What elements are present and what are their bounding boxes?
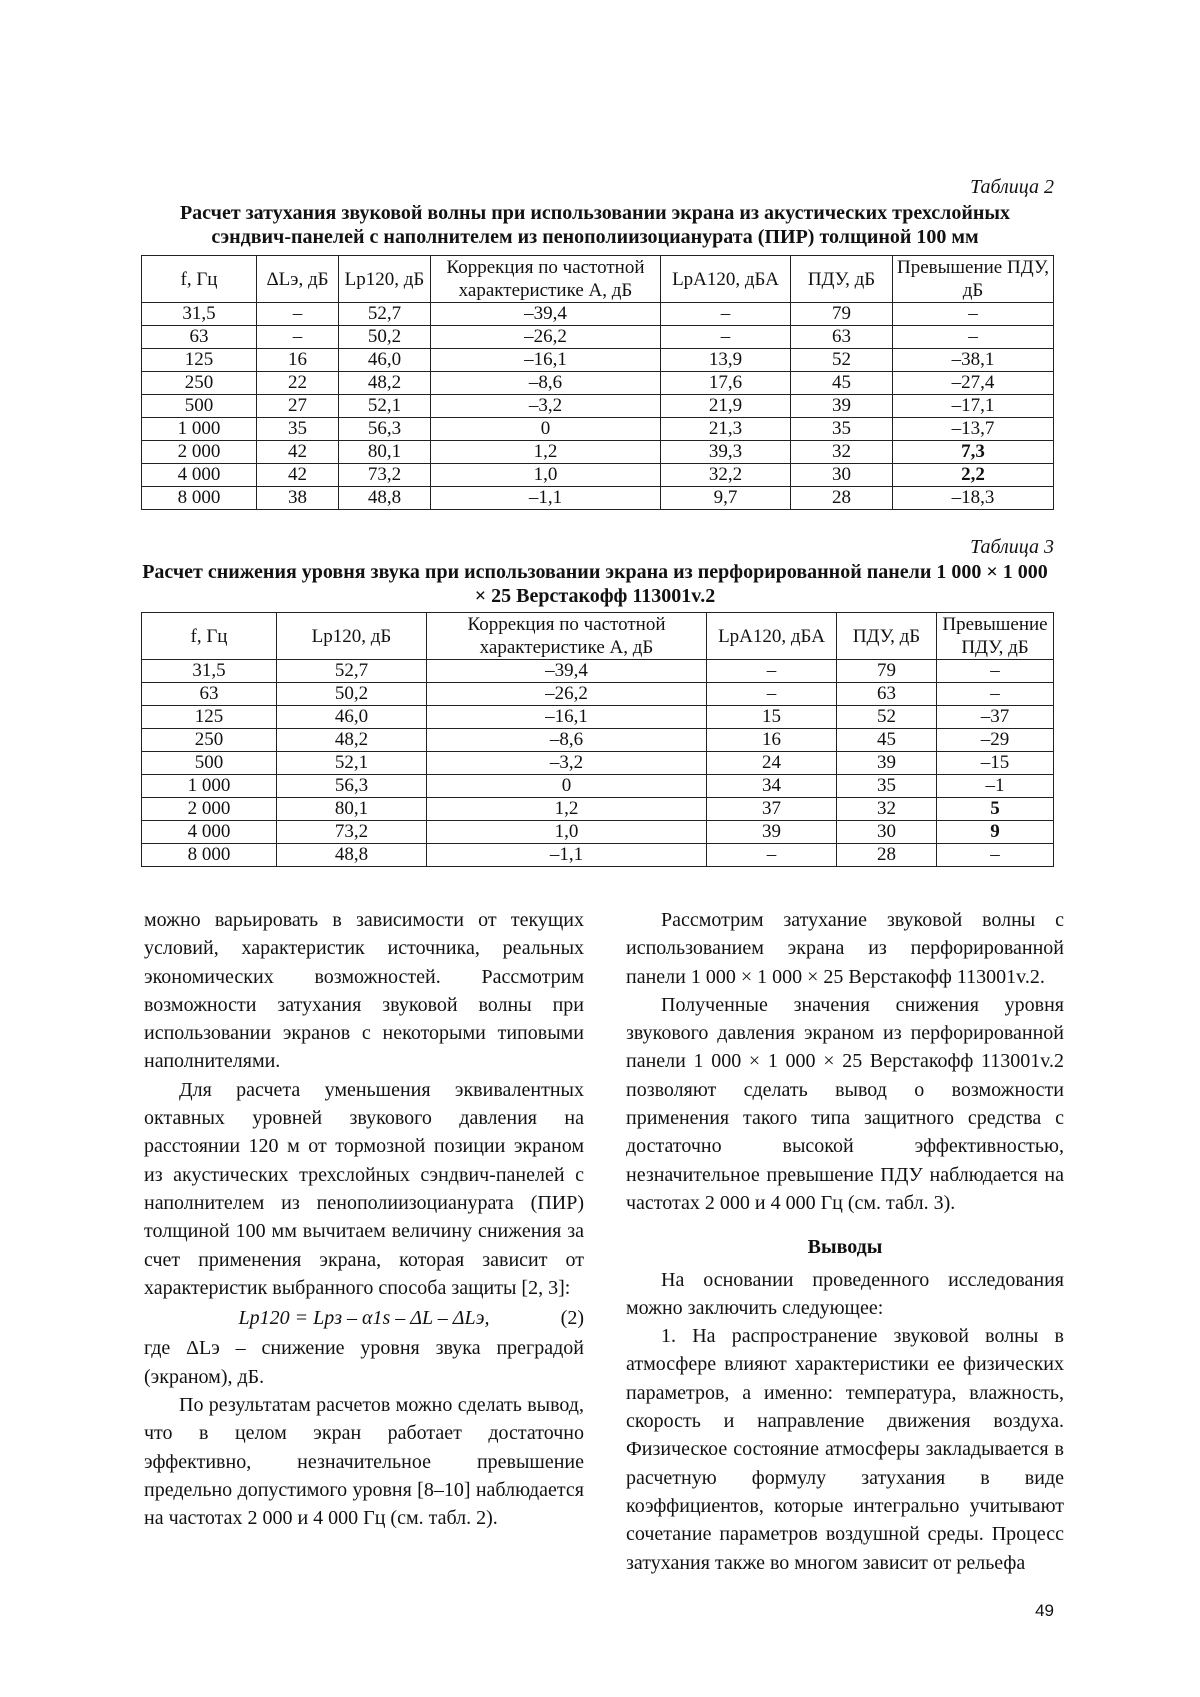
- table-cell: 16: [707, 729, 837, 752]
- t3-header: f, Гц: [142, 613, 277, 660]
- paragraph: 1. На распространение звуковой волны в атмосфере влияют характеристики ее физических параметров, а именно: температура, влажность, скорость и направление движения воздуха. Физическое состояние атмосферы закладывается в расчетную формулу затухания в виде коэффициентов, которые интегрально учитывают сочетание параметров воздушной среды. Процесс затухания также во многом зависит от рельефа: [626, 1325, 1064, 1574]
- table-cell: 63: [791, 326, 893, 349]
- table-cell: –39,4: [431, 303, 661, 326]
- table-cell: 73,2: [339, 464, 431, 487]
- table-cell: 39,3: [661, 441, 791, 464]
- table-cell: 80,1: [339, 441, 431, 464]
- table-cell: 35: [257, 418, 339, 441]
- table3: [141, 612, 1054, 867]
- table-row: [142, 706, 1054, 729]
- table-cell: 34: [707, 775, 837, 798]
- table-cell: 27: [257, 395, 339, 418]
- table-cell: 46,0: [277, 706, 427, 729]
- table-cell: 1,0: [427, 821, 707, 844]
- table-cell: 56,3: [339, 418, 431, 441]
- table-cell: –37: [937, 706, 1054, 729]
- table-cell: 22: [257, 372, 339, 395]
- table-row: [142, 683, 1054, 706]
- table-cell: –: [937, 683, 1054, 706]
- table-cell: 4 000: [142, 821, 277, 844]
- table-cell: –29: [937, 729, 1054, 752]
- table-cell: 63: [837, 683, 937, 706]
- table-cell: 42: [257, 464, 339, 487]
- table-row: [142, 464, 1054, 487]
- table-cell: –: [661, 303, 791, 326]
- paragraph: Рассмотрим затухание звуковой волны с использованием экрана из перфорированной панели 1 000 × 1 000 × 25 Верстакофф 113001v.2.: [626, 909, 1064, 988]
- table-cell: 48,2: [277, 729, 427, 752]
- table-row: [142, 798, 1054, 821]
- table-cell: 31,5: [142, 660, 277, 683]
- formula-2: [144, 1304, 584, 1332]
- table-row: [142, 326, 1054, 349]
- table-cell: 56,3: [277, 775, 427, 798]
- table-cell: 17,6: [661, 372, 791, 395]
- paragraph: По результатам расчетов можно сделать вывод, что в целом экран работает достаточно эффективно, незначительное превышение предельно допустимого уровня [8–10] наблюдается на частотах 2 000 и 4 000 Гц (см. табл. 2).: [144, 1394, 584, 1530]
- t2-header: LpA120, дБА: [661, 256, 791, 303]
- table-cell: 63: [142, 326, 257, 349]
- table-cell: 250: [142, 729, 277, 752]
- t3-header: LpA120, дБА: [707, 613, 837, 660]
- table-cell: 39: [707, 821, 837, 844]
- table-cell: –26,2: [427, 683, 707, 706]
- paragraph: На основании проведенного исследования можно заключить следующее:: [626, 1268, 1064, 1319]
- table-cell: 32: [791, 441, 893, 464]
- t2-header: Коррекция по частотной характеристике A, дБ: [431, 256, 661, 303]
- table-cell: 1 000: [142, 775, 277, 798]
- table-cell: 32,2: [661, 464, 791, 487]
- t3-header: ПДУ, дБ: [837, 613, 937, 660]
- table-cell: 52: [837, 706, 937, 729]
- table-cell: 46,0: [339, 349, 431, 372]
- table-cell: 48,2: [339, 372, 431, 395]
- table-cell: –15: [937, 752, 1054, 775]
- table-cell: –: [937, 660, 1054, 683]
- t2-header: f, Гц: [142, 256, 257, 303]
- table-cell: –3,2: [431, 395, 661, 418]
- table-cell: –: [893, 303, 1054, 326]
- table-row: [142, 395, 1054, 418]
- table-cell: 8 000: [142, 487, 257, 510]
- left-column: [144, 906, 584, 1533]
- table-cell: 1,0: [431, 464, 661, 487]
- table-cell: 15: [707, 706, 837, 729]
- t2-header: Lp120, дБ: [339, 256, 431, 303]
- table-cell: 35: [791, 418, 893, 441]
- table-cell: 32: [837, 798, 937, 821]
- table-cell: –38,1: [893, 349, 1054, 372]
- table-cell: 250: [142, 372, 257, 395]
- t2-header: Превышение ПДУ, дБ: [893, 256, 1054, 303]
- table-cell: –27,4: [893, 372, 1054, 395]
- table-cell: –18,3: [893, 487, 1054, 510]
- table-row: [142, 752, 1054, 775]
- table-cell: 45: [837, 729, 937, 752]
- table-row: [142, 729, 1054, 752]
- t2-header: ПДУ, дБ: [791, 256, 893, 303]
- table-cell: 9,7: [661, 487, 791, 510]
- table-row: [142, 349, 1054, 372]
- table-cell: 24: [707, 752, 837, 775]
- table-cell: –: [707, 683, 837, 706]
- table-cell: 52,1: [339, 395, 431, 418]
- t2-header: ΔLэ, дБ: [257, 256, 339, 303]
- table-cell: 79: [837, 660, 937, 683]
- table-cell: 1,2: [427, 798, 707, 821]
- paragraph: можно варьировать в зависимости от текущих условий, характеристик источника, реальных экономических возможностей. Рассмотрим возможности затухания звуковой волны при использовании экранов с некоторыми типовыми наполнителями.: [144, 909, 584, 1073]
- table-cell: –1: [937, 775, 1054, 798]
- table-cell: 13,9: [661, 349, 791, 372]
- table-cell: –16,1: [431, 349, 661, 372]
- table-cell: –26,2: [431, 326, 661, 349]
- table-cell: 1,2: [431, 441, 661, 464]
- table-cell: –: [257, 326, 339, 349]
- table-cell: 4 000: [142, 464, 257, 487]
- table-cell: 7,3: [893, 441, 1054, 464]
- table-cell: –8,6: [431, 372, 661, 395]
- table-cell: –: [893, 326, 1054, 349]
- table-cell: 50,2: [339, 326, 431, 349]
- table3-title: Расчет снижения уровня звука при использовании экрана из перфорированной панели 1 000 × 1 000 × 25 Верстакофф 113001v.2: [142, 561, 1048, 607]
- table-cell: 28: [837, 844, 937, 867]
- table-cell: 125: [142, 706, 277, 729]
- table-cell: –1,1: [431, 487, 661, 510]
- table-row: [142, 441, 1054, 464]
- table-cell: 2 000: [142, 441, 257, 464]
- table-cell: –: [707, 660, 837, 683]
- table-cell: 30: [837, 821, 937, 844]
- table-cell: –: [257, 303, 339, 326]
- table-cell: 48,8: [339, 487, 431, 510]
- table-cell: 52,7: [339, 303, 431, 326]
- table-cell: 9: [937, 821, 1054, 844]
- table-cell: –: [937, 844, 1054, 867]
- table-cell: 52: [791, 349, 893, 372]
- table2-caption: Таблица 2: [970, 176, 1054, 198]
- table-cell: –: [707, 844, 837, 867]
- table-cell: 39: [837, 752, 937, 775]
- table-cell: 8 000: [142, 844, 277, 867]
- table-cell: 79: [791, 303, 893, 326]
- section-heading: Выводы: [807, 1236, 883, 1259]
- table-cell: 2 000: [142, 798, 277, 821]
- table-cell: 80,1: [277, 798, 427, 821]
- table-cell: 45: [791, 372, 893, 395]
- table2-title: Расчет затухания звуковой волны при использовании экрана из акустических трехслойных сэндвич-панелей с наполнителем из пенополиизоцианурата (ПИР) толщиной 100 мм: [179, 202, 1011, 248]
- table-row: [142, 844, 1054, 867]
- table-cell: –8,6: [427, 729, 707, 752]
- table-cell: 5: [937, 798, 1054, 821]
- table-cell: 2,2: [893, 464, 1054, 487]
- paragraph: где ΔLэ – снижение уровня звука преградой (экраном), дБ.: [144, 1337, 584, 1388]
- table-row: [142, 303, 1054, 326]
- table-cell: 500: [142, 752, 277, 775]
- table-row: [142, 418, 1054, 441]
- table-cell: –17,1: [893, 395, 1054, 418]
- paragraph: Полученные значения снижения уровня звукового давления экраном из перфорированной панели 1 000 × 1 000 × 25 Верстакофф 113001v.2 позволяют сделать вывод о возможности применения такого типа защитного средства с достаточно высокой эффективностью, незначительное превышение ПДУ наблюдается на частотах 2 000 и 4 000 Гц (см. табл. 3).: [626, 993, 1064, 1214]
- t3-header: Превышение ПДУ, дБ: [937, 613, 1054, 660]
- t3-header: Коррекция по частотной характеристике A, дБ: [427, 613, 707, 660]
- table-cell: 30: [791, 464, 893, 487]
- table-cell: 63: [142, 683, 277, 706]
- table-cell: –: [661, 326, 791, 349]
- table-cell: –1,1: [427, 844, 707, 867]
- formula-number: (2): [560, 1307, 584, 1330]
- table-cell: 48,8: [277, 844, 427, 867]
- table-cell: 37: [707, 798, 837, 821]
- table-cell: 50,2: [277, 683, 427, 706]
- table-cell: –3,2: [427, 752, 707, 775]
- table-cell: 16: [257, 349, 339, 372]
- table-row: [142, 372, 1054, 395]
- table-cell: 52,1: [277, 752, 427, 775]
- table-cell: –13,7: [893, 418, 1054, 441]
- table-cell: 500: [142, 395, 257, 418]
- table3-caption: Таблица 3: [970, 536, 1054, 558]
- formula-text: Lp120 = Lpз – α1s – ΔL – ΔLэ,: [238, 1307, 490, 1330]
- t3-header: Lp120, дБ: [277, 613, 427, 660]
- table-row: [142, 821, 1054, 844]
- table-cell: 42: [257, 441, 339, 464]
- table-row: [142, 660, 1054, 683]
- table-cell: 21,3: [661, 418, 791, 441]
- table-cell: –39,4: [427, 660, 707, 683]
- table-cell: 38: [257, 487, 339, 510]
- table-row: [142, 487, 1054, 510]
- table-cell: 39: [791, 395, 893, 418]
- table-cell: 125: [142, 349, 257, 372]
- table-cell: 73,2: [277, 821, 427, 844]
- right-column: [626, 906, 1064, 1577]
- table-cell: 0: [431, 418, 661, 441]
- table-row: [142, 775, 1054, 798]
- table-cell: 31,5: [142, 303, 257, 326]
- table-cell: 28: [791, 487, 893, 510]
- table-cell: 21,9: [661, 395, 791, 418]
- page-number: 49: [1035, 1601, 1054, 1620]
- paragraph: Для расчета уменьшения эквивалентных октавных уровней звукового давления на расстоянии 120 м от тормозной позиции экраном из акустических трехслойных сэндвич-панелей с наполнителем из пенополиизоцианурата (ПИР) толщиной 100 мм вычитаем величину снижения за счет применения экрана, которая зависит от характеристик выбранного способа защиты [2, 3]:: [144, 1078, 584, 1299]
- table-cell: –16,1: [427, 706, 707, 729]
- table2: [141, 255, 1054, 510]
- table-cell: 35: [837, 775, 937, 798]
- table-cell: 0: [427, 775, 707, 798]
- table-cell: 1 000: [142, 418, 257, 441]
- table-cell: 52,7: [277, 660, 427, 683]
